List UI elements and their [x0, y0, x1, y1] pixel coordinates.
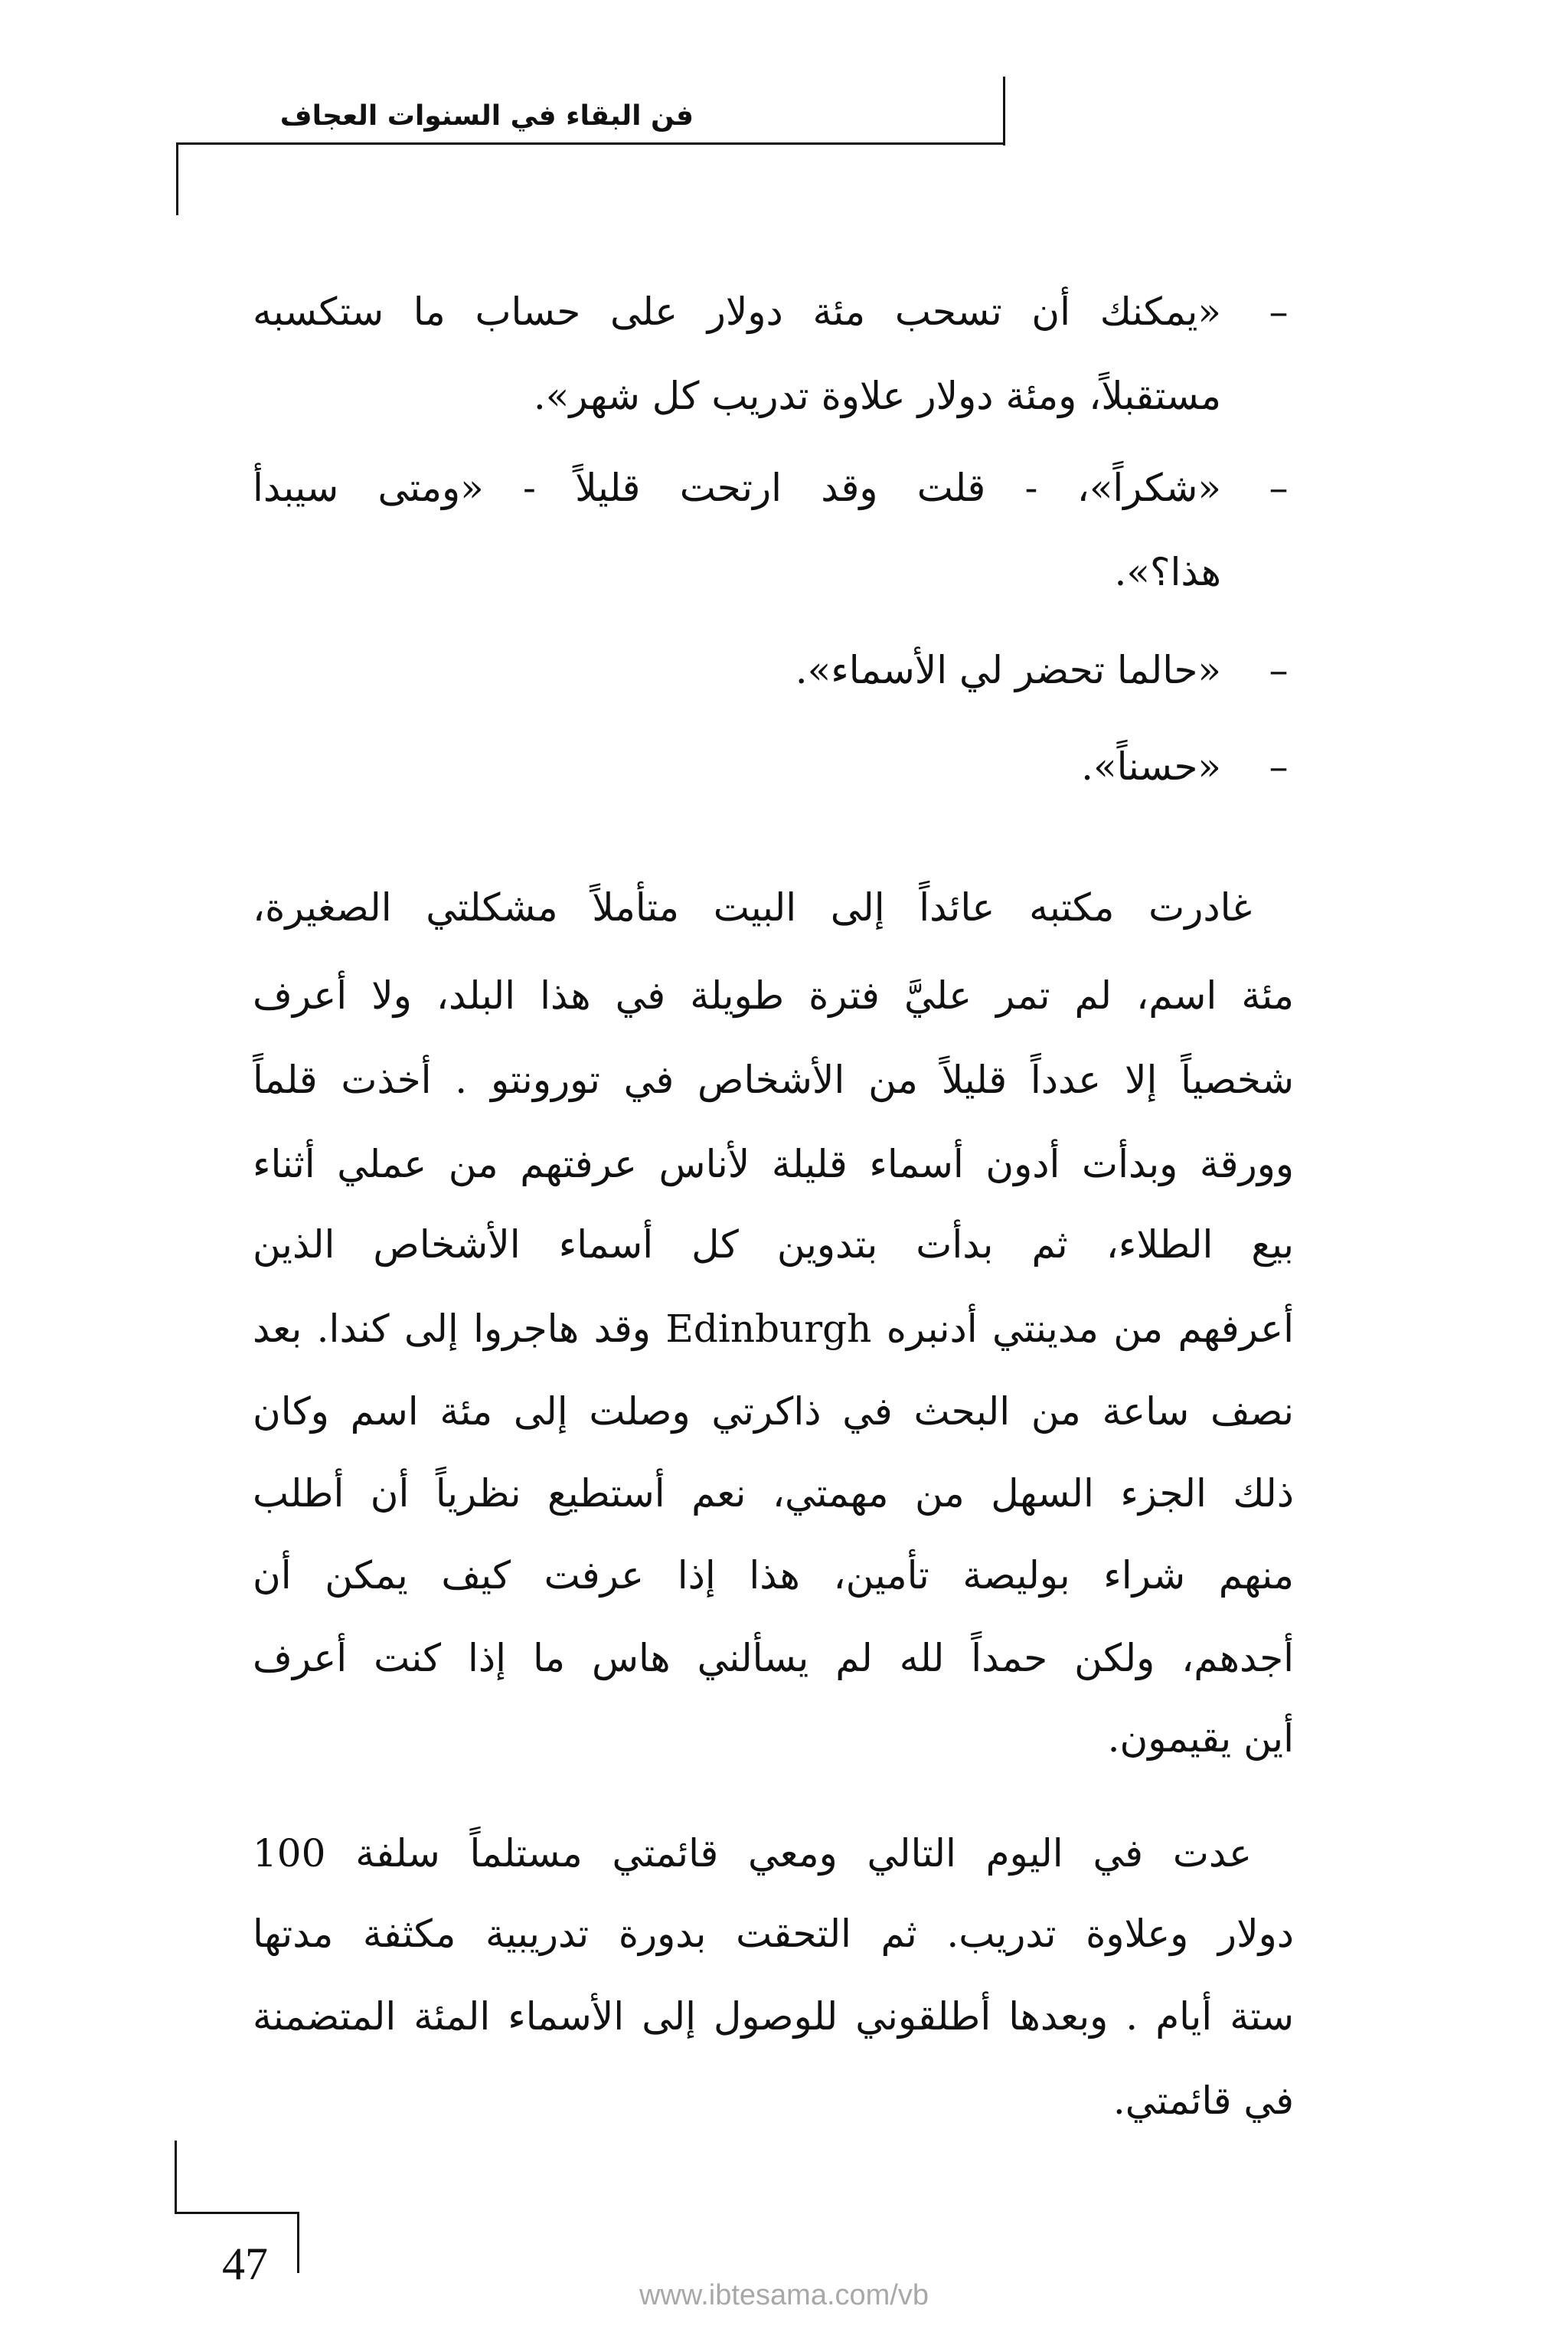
- running-header-title: فن البقاء في السنوات العجاف: [279, 100, 694, 132]
- footer-rule-vertical-right: [297, 2212, 299, 2273]
- paragraph-line: أعرفهم من مدينتي أدنبره Edinburgh وقد هاجروا إلى كندا. بعد: [253, 1307, 1294, 1351]
- dialogue-dash: –: [1269, 466, 1289, 510]
- paragraph-line: عدت في اليوم التالي ومعي قائمتي مستلماً سلفة 100: [253, 1831, 1252, 1876]
- paragraph-line: بيع الطلاء، ثم بدأت بتدوين كل أسماء الأشخاص الذين: [253, 1222, 1294, 1267]
- dialogue-text: «يمكنك أن تسحب مئة دولار على حساب ما ستكسبه: [253, 289, 1221, 334]
- dialogue-text: «شكراً»، - قلت وقد ارتحت قليلاً - «ومتى سيبدأ: [253, 466, 1221, 510]
- footer-watermark-url[interactable]: www.ibtesama.com/vb: [639, 2279, 929, 2311]
- header-rule-horizontal: [176, 142, 1005, 145]
- paragraph-line: ستة أيام . وبعدها أطلقوني للوصول إلى الأسماء المئة المتضمنة: [253, 1994, 1294, 2039]
- paragraph-line: منهم شراء بوليصة تأمين، هذا إذا عرفت كيف يمكن أن: [253, 1553, 1294, 1598]
- paragraph-line: ذلك الجزء السهل من مهمتي، نعم أستطيع نظرياً أن أطلب: [253, 1471, 1294, 1516]
- footer-rule-horizontal: [175, 2212, 299, 2214]
- dialogue-dash: –: [1269, 648, 1289, 692]
- footer-rule-vertical-left: [175, 2141, 177, 2213]
- header-rule-vertical-left: [176, 142, 178, 215]
- dialogue-line: [253, 277, 1294, 346]
- header-rule-vertical-right: [1003, 77, 1005, 146]
- dialogue-line: [253, 636, 1294, 705]
- paragraph-line: أين يقيمون.: [1107, 1716, 1294, 1761]
- paragraph-line: أجدهم، ولكن حمداً لله لم يسألني هاس ما إذا كنت أعرف: [253, 1636, 1294, 1680]
- dialogue-text: «حسناً».: [1081, 744, 1221, 789]
- dialogue-line: [253, 732, 1294, 801]
- paragraph-line: دولار وعلاوة تدريب. ثم التحقت بدورة تدريبية مكثفة مدتها: [253, 1912, 1294, 1956]
- paragraph-line: في قائمتي.: [1112, 2079, 1294, 2123]
- dialogue-dash: –: [1269, 744, 1289, 789]
- paragraph-line: غادرت مكتبه عائداً إلى البيت متأملاً مشكلتي الصغيرة،: [253, 885, 1252, 930]
- paragraph-line: وورقة وبدأت أدون أسماء قليلة لأناس عرفتهم من عملي أثناء: [253, 1142, 1294, 1186]
- paragraph-line: شخصياً إلا عدداً قليلاً من الأشخاص في تورونتو . أخذت قلماً: [253, 1058, 1294, 1102]
- paragraph-line: نصف ساعة من البحث في ذاكرتي وصلت إلى مئة اسم وكان: [253, 1389, 1294, 1434]
- dialogue-text: «حالما تحضر لي الأسماء».: [795, 648, 1221, 692]
- page-number: 47: [222, 2239, 268, 2289]
- dialogue-line: [253, 453, 1294, 522]
- paragraph-line: مئة اسم، لم تمر عليَّ فترة طويلة في هذا البلد، ولا أعرف: [253, 973, 1294, 1018]
- dialogue-continuation: هذا؟».: [1114, 550, 1221, 594]
- dialogue-continuation: مستقبلاً، ومئة دولار علاوة تدريب كل شهر».: [533, 374, 1221, 418]
- dialogue-dash: –: [1269, 289, 1289, 334]
